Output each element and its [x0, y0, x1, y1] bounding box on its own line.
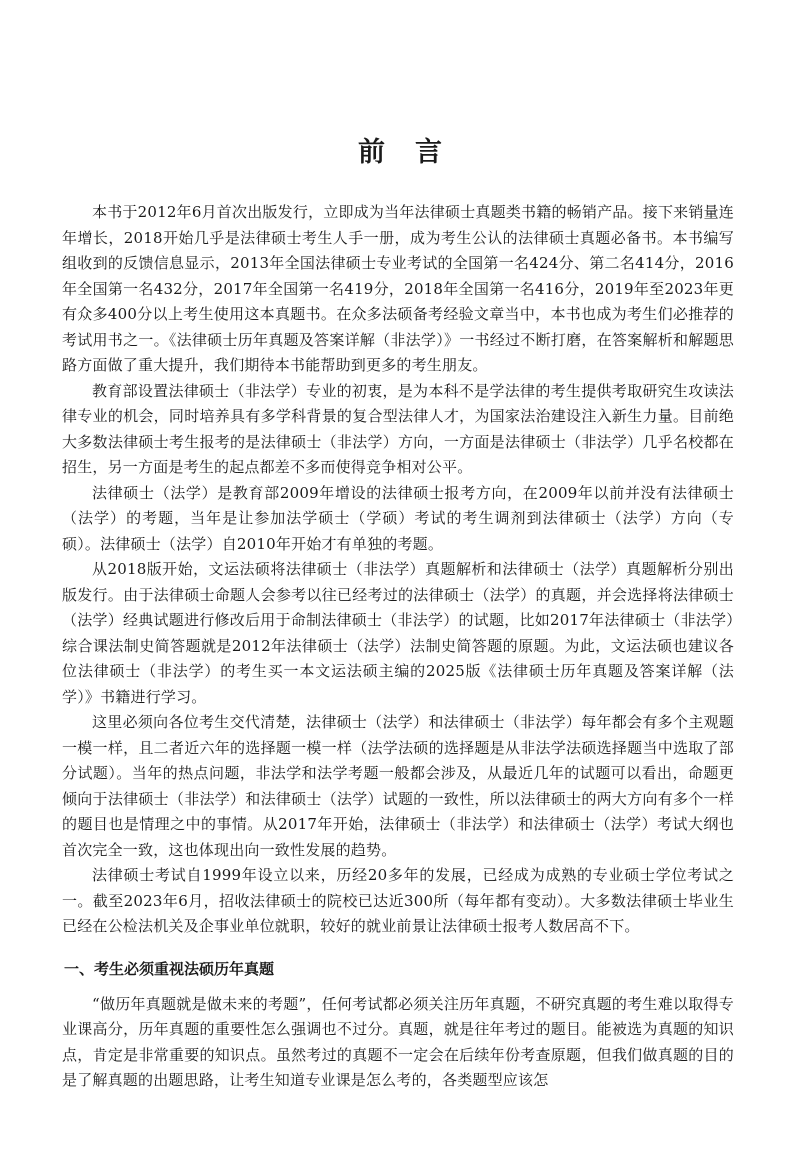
section-heading: 一、考生必须重视法硕历年真题	[64, 959, 275, 978]
preface-body	[62, 200, 734, 1094]
paragraph: 法律硕士（法学）是教育部2009年增设的法律硕士报考方向，在2009年以前并没有法律硕士（法学）的考题，当年是让参加法学硕士（学硕）考试的考生调剂到法律硕士（法学）方向（专硕）。法律硕士（法学）自2010年开始才有单独的考题。	[62, 483, 734, 553]
paragraph: 从2018版开始，文运法硕将法律硕士（非法学）真题解析和法律硕士（法学）真题解析分别出版发行。由于法律硕士命题人会参考以往已经考过的法律硕士（法学）的真题，并会选择将法律硕士（法学）经典试题进行修改后用于命制法律硕士（非法学）的试题，比如2017年法律硕士（非法学）综合课法制史简答题就是2012年法律硕士（法学）法制史简答题的原题。为此，文运法硕也建议各位法律硕士（非法学）的考生买一本文运法硕主编的2025版《法律硕士历年真题及答案详解（法学）》书籍进行学习。	[62, 560, 734, 706]
page-title: 前言	[358, 137, 472, 168]
paragraph: 本书于2012年6月首次出版发行，立即成为当年法律硕士真题类书籍的畅销产品。接下来销量连年增长，2018开始几乎是法律硕士考生人手一册，成为考生公认的法律硕士真题必备书。本书编写组收到的反馈信息显示，2013年全国法律硕士专业考试的全国第一名424分、第二名414分，2016年全国第一名432分，2017年全国第一名419分，2018年全国第一名416分，2019年至2023年更有众多400分以上考生使用这本真题书。在众多法硕备考经验文章当中，本书也成为考生们必推荐的考试用书之一。《法律硕士历年真题及答案详解（非法学）》一书经过不断打磨，在答案解析和解题思路方面做了重大提升，我们期待本书能帮助到更多的考生朋友。	[62, 203, 734, 374]
paragraph: 教育部设置法律硕士（非法学）专业的初衷，是为本科不是学法律的考生提供考取研究生攻读法律专业的机会，同时培养具有多学科背景的复合型法律人才，为国家法治建设注入新生力量。目前绝大多数法律硕士考生报考的是法律硕士（非法学）方向，一方面是法律硕士（非法学）几乎名校都在招生，另一方面是考生的起点都差不多而使得竞争相对公平。	[62, 381, 734, 476]
paragraph: 这里必须向各位考生交代清楚，法律硕士（法学）和法律硕士（非法学）每年都会有多个主观题一模一样，且二者近六年的选择题一模一样（法学法硕的选择题是从非法学法硕选择题当中选取了部分试题）。当年的热点问题，非法学和法学考题一般都会涉及，从最近几年的试题可以看出，命题更倾向于法律硕士（非法学）和法律硕士（法学）试题的一致性，所以法律硕士的两大方向有多个一样的题目也是情理之中的事情。从2017年开始，法律硕士（非法学）和法律硕士（法学）考试大纲也首次完全一致，这也体现出向一致性发展的趋势。	[62, 713, 734, 859]
section-paragraph: “做历年真题就是做未来的考题”，任何考试都必须关注历年真题，不研究真题的考生难以取得专业课高分，历年真题的重要性怎么强调也不过分。真题，就是往年考过的题目。能被选为真题的知识点，肯定是非常重要的知识点。虽然考过的真题不一定会在后续年份考查原题，但我们做真题的目的是了解真题的出题思路，让考生知道专业课是怎么考的，各类题型应该怎	[62, 994, 734, 1089]
paragraph: 法律硕士考试自1999年设立以来，历经20多年的发展，已经成为成熟的专业硕士学位考试之一。截至2023年6月，招收法律硕士的院校已达近300所（每年都有变动）。大多数法律硕士毕业生已经在公检法机关及企事业单位就职，较好的就业前景让法律硕士报考人数居高不下。	[62, 866, 734, 935]
